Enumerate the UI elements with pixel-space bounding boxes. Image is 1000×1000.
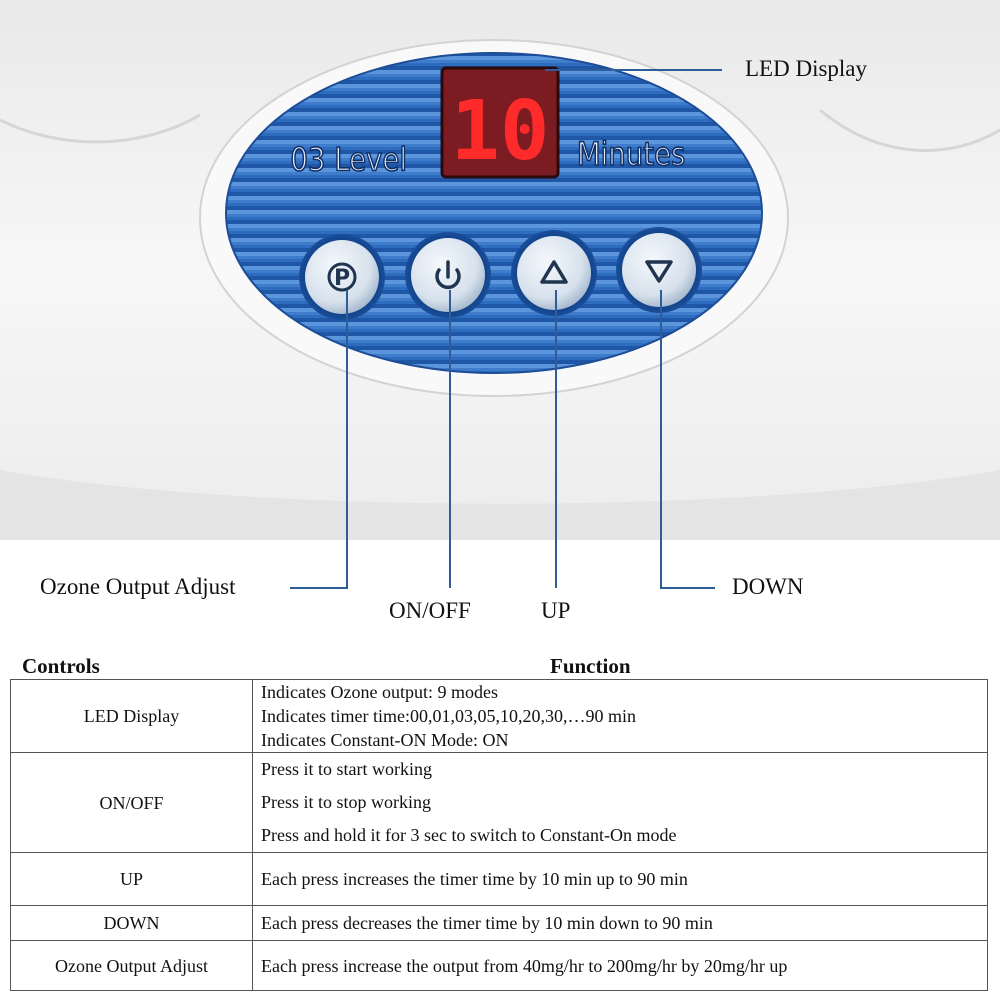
function-line: Indicates Ozone output: 9 modes [261, 682, 498, 702]
function-line: Press it to stop working [261, 792, 432, 812]
level-label: 03 Level [290, 141, 408, 180]
controls-table [10, 679, 988, 991]
control-cell: ON/OFF [11, 753, 253, 853]
minutes-label: Minutes [576, 136, 686, 174]
p-icon: P [333, 266, 351, 291]
table-row [11, 906, 988, 941]
function-line: Indicates timer time:00,01,03,05,10,20,30,…90 min [261, 706, 636, 726]
function-line: Each press increases the timer time by 10 min up to 90 min [261, 869, 688, 889]
function-cell [253, 680, 988, 753]
led-display-value: 10 [450, 84, 550, 179]
callout-on-off: ON/OFF [389, 598, 471, 623]
function-line: Indicates Constant-ON Mode: ON [261, 730, 509, 750]
function-cell [253, 906, 988, 941]
function-line: Press and hold it for 3 sec to switch to Constant-On mode [261, 825, 677, 845]
control-cell: DOWN [11, 906, 253, 941]
function-line: Press it to start working [261, 759, 432, 779]
table-row [11, 853, 988, 906]
function-cell [253, 941, 988, 991]
function-line: Each press decreases the timer time by 10 min down to 90 min [261, 913, 713, 933]
function-cell [253, 753, 988, 853]
table-row [11, 941, 988, 991]
callout-led-display: LED Display [745, 56, 868, 81]
control-cell: UP [11, 853, 253, 906]
control-cell: Ozone Output Adjust [11, 941, 253, 991]
callout-ozone-output-adjust: Ozone Output Adjust [40, 574, 236, 599]
control-cell: LED Display [11, 680, 253, 753]
callout-down: DOWN [732, 574, 804, 599]
table-row [11, 680, 988, 753]
function-cell [253, 853, 988, 906]
function-header: Function [550, 654, 631, 678]
controls-header: Controls [22, 654, 100, 678]
table-row [11, 753, 988, 853]
callout-up: UP [541, 598, 571, 623]
function-line: Each press increase the output from 40mg/hr to 200mg/hr by 20mg/hr up [261, 955, 788, 976]
